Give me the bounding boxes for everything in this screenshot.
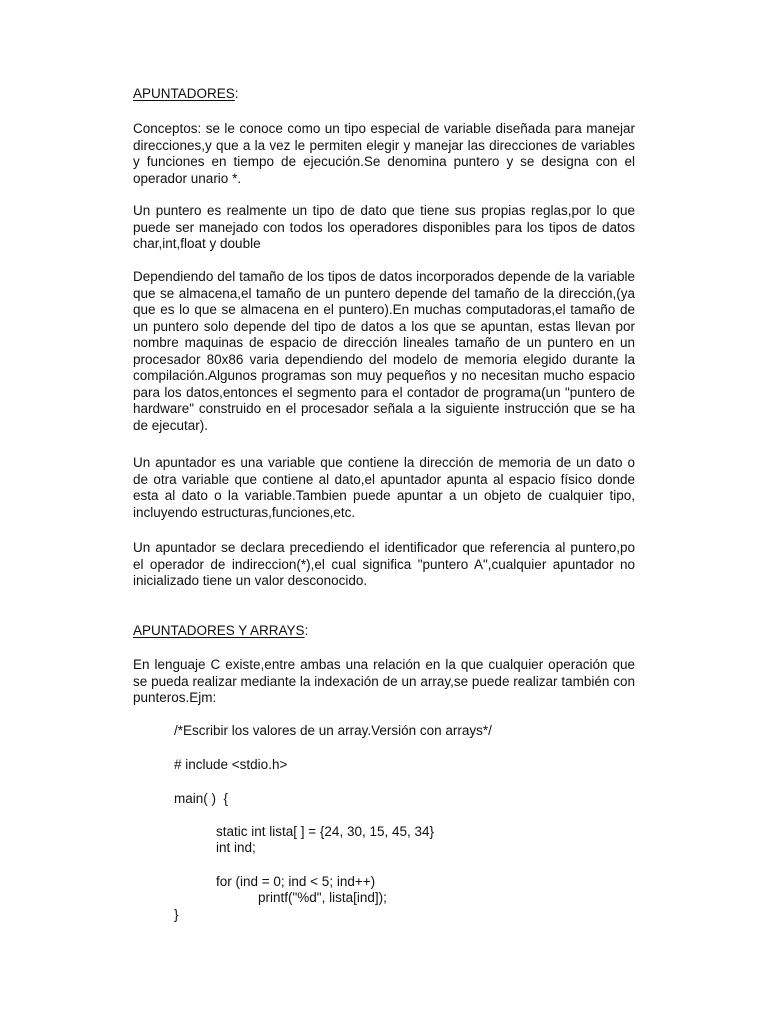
section-heading-apuntadores — [133, 86, 239, 103]
code-decl-ind: int ind; — [216, 840, 256, 855]
heading-colon: : — [234, 86, 239, 101]
heading-text: APUNTADORES Y ARRAYS — [133, 623, 305, 638]
heading-text: APUNTADORES — [133, 86, 235, 101]
code-main-open: main( ) { — [174, 791, 229, 806]
code-include: # include <stdio.h> — [174, 757, 288, 772]
code-for-line: for (ind = 0; ind < 5; ind++) — [216, 874, 376, 889]
paragraph-apuntador-declaracion: Un apuntador se declara precediendo el identificador que referencia al puntero,po el operador de indireccion(*),el cual significa "puntero A",cualquier apuntador no inicializado tiene un valor desconocido. — [133, 540, 635, 588]
paragraph-lenguaje-c: En lenguaje C existe,entre ambas una relación en la que cualquier operación que se pueda realizar mediante la indexación de un array,se puede realizar también con punteros.Ejm: — [133, 657, 635, 705]
code-main-close: } — [174, 907, 179, 922]
paragraph-tamano-puntero: Dependiendo del tamaño de los tipos de datos incorporados depende de la variable que se almacena,el tamaño de un puntero depende del tamaño de la dirección,(ya que es lo que se almacena en el puntero).En muchas computadoras,el tamaño de un puntero solo depende del tipo de datos a los que se apuntan, estas llevan por nombre maquinas de espacio de dirección lineales tamaño de un puntero en un procesador 80x86 varia dependiendo del modelo de memoria elegido durante la compilación.Algunos programas son muy pequeños y no necesitan mucho espacio para los datos,entonces el segmento para el contador de programa(un "puntero de hardware" construido en el procesador señala a la siguiente instrucción que se ha de ejecutar). — [133, 269, 635, 433]
paragraph-conceptos: Conceptos: se le conoce como un tipo especial de variable diseñada para manejar direcciones,y que a la vez le permiten elegir y manejar las direcciones de variables y funciones en tiempo de ejecución.Se denomina puntero y se designa con el operador unario *. — [133, 121, 635, 186]
code-printf-line: printf("%d", lista[ind]); — [258, 890, 387, 905]
heading-colon: : — [304, 623, 309, 638]
code-decl-array: static int lista[ ] = {24, 30, 15, 45, 34} — [216, 824, 435, 839]
code-comment: /*Escribir los valores de un array.Versión con arrays*/ — [174, 723, 492, 738]
section-heading-apuntadores-arrays — [133, 623, 308, 640]
paragraph-puntero-tipo-dato: Un puntero es realmente un tipo de dato que tiene sus propias reglas,por lo que puede ser manejado con todos los operadores disponibles para los tipos de datos char,int,float y double — [133, 203, 635, 251]
paragraph-apuntador-definicion: Un apuntador es una variable que contiene la dirección de memoria de un dato o de otra variable que contiene al dato,el apuntador apunta al espacio físico donde esta al dato o la variable.Tambien puede apuntar a un objeto de cualquier tipo, incluyendo estructuras,funciones,etc. — [133, 455, 635, 520]
